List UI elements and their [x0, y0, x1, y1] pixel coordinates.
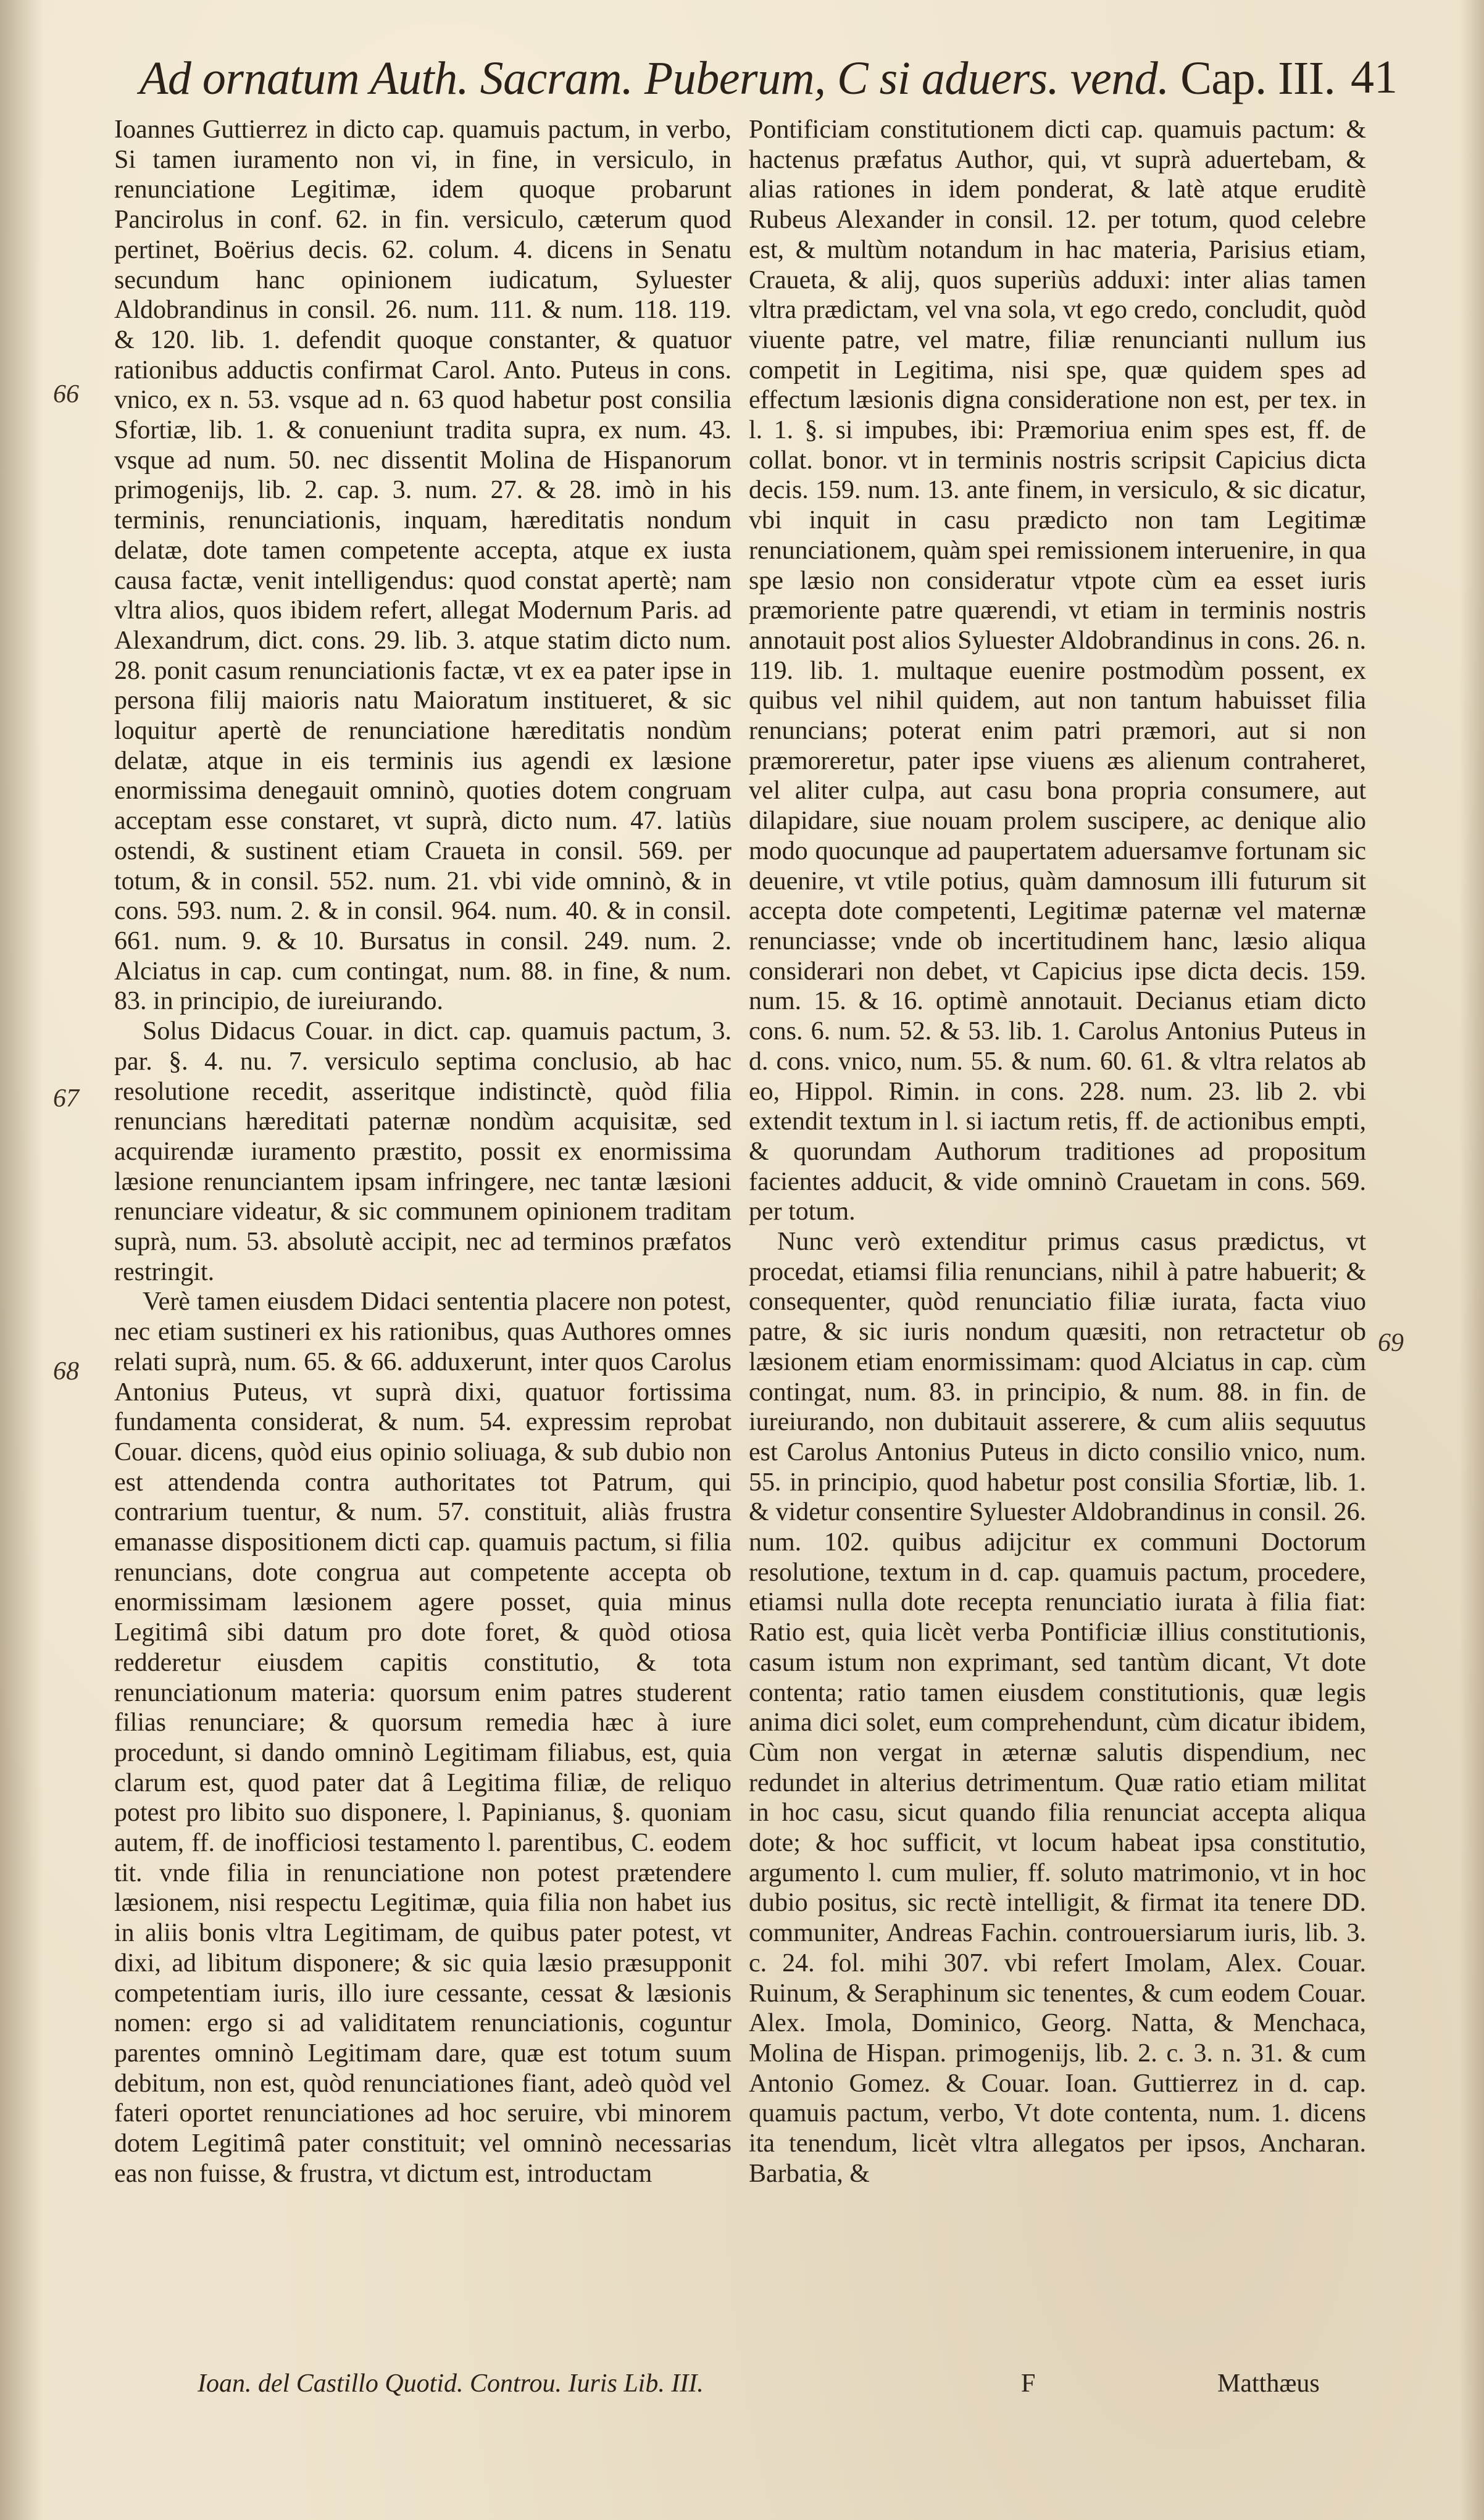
paragraph: Pontificiam constitutionem dicti cap. quamuis pactum: & hactenus præfatus Author, qui, vt suprà aduertebam, & alias rationes in idem ponderat, & latè atque eruditè Rubeus Alexander in consil. 12. per totum, quod celebre est, & multùm notandum in hac materia, Parisius etiam, Craueta, & alij, quos superiùs adduxi: inter alias tamen vltra prædictam, vel vna sola, vt ego credo, concludit, quòd viuente patre, vel matre, filiæ renuncianti nullum ius competit in Legitima, nisi spe, quæ quidem spes ad effectum læsionis digna consideratione non est, per tex. in l. 1. §. si impubes, ibi: Præmoriua enim spes est, ff. de collat. bonor. vt in terminis nostris scripsit Capicius dicta decis. 159. num. 13. ante finem, in versiculo, & sic dicatur, vbi inquit in casu prædicto non tam Legitimæ renunciationem, quàm spei remissionem interuenire, in qua spe læsio non consideratur vtpote cùm ea esset iuris præmoriente patre quærendi, vt etiam in terminis nostris annotauit post alios Syluester Aldobrandinus in cons. 26. n. 119. lib. 1. multaque euenire postmodùm possent, ex quibus vel nihil quidem, aut non tantum habuisset filia renuncians; poterat enim patri præmori, aut si non præmoreretur, pater ipse viuens æs alienum contraheret, vel aliter culpa, aut casu bona propria consumere, aut dilapidare, siue nouam prolem suscipere, ac denique alio modo quocunque ad paupertatem aduersamve fortunam sic deuenire, vt vtile potius, quàm damnosum illi futurum sit accepta dote competenti, Legitimæ paternæ vel maternæ renunciasse; vnde ob incertitudinem hanc, læsio aliqua considerari non debet, vt Capicius ipse dicta decis. 159. num. 15. & 16. optimè annotauit. Decianus etiam dicto cons. 6. num. 52. & 53. lib. 1. Carolus Antonius Puteus in d. cons. vnico, num. 55. & num. 60. 61. & vltra relatos ab eo, Hippol. Rimin. in cons. 228. num. 23. lib 2. vbi extendit textum in l. si iactum retis, ff. de actionibus empti, & quorundam Authorum traditiones ad propositum facientes adducit, & vide omninò Crauetam in cons. 569. per totum. — [749, 115, 1366, 1226]
page-number: 41 — [1351, 51, 1398, 103]
paragraph: Verè tamen eiusdem Didaci sententia placere non potest, nec etiam sustineri ex his rationibus, quas Authores omnes relati suprà, num. 65. & 66. adduxerunt, inter quos Carolus Antonius Puteus, vt suprà dixi, quatuor fortissima fundamenta considerat, & num. 54. expressim reprobat Couar. dicens, quòd eius opinio soliuaga, & sub dubio non est attendenda contra authoritates tot Patrum, qui contrarium tuentur, & num. 57. constituit, aliàs frustra emanasse dispositionem dicti cap. quamuis pactum, si filia renuncians, dote congrua aut competente accepta ob enormissimam læsionem agere posset, quia minus Legitimâ sibi datum pro dote foret, & quòd otiosa redderetur eiusdem capitis constitutio, & tota renunciationum materia: quorsum enim patres studerent filias renunciare; & quorsum remedia hæc à iure procedunt, si dando omninò Legitimam filiabus, est, quia clarum est, quod pater dat â Legitima filiæ, de reliquo potest pro libito suo disponere, l. Papinianus, §. quoniam autem, ff. de inofficiosi testamento l. parentibus, C. eodem tit. vnde filia in renunciatione non potest prætendere læsionem, nisi respectu Legitimæ, quia filia non habet ius in aliis bonis vltra Legitimam, de quibus pater potest, vt dixi, ad libitum disponere; & sic quia læsio præsupponit competentiam iuris, illo iure cessante, cessat & læsionis nomen: ergo si ad validitatem renunciationis, coguntur parentes omninò Legitimam dare, quæ est totum suum debitum, non est, quòd renunciationes fiant, adeò quòd vel fateri oportet renunciationes ad hoc seruire, vbi minorem dotem Legitimâ pater constituit; vel omninò necessarias eas non fuisse, & frustra, vt dictum est, introductam — [114, 1287, 732, 2188]
margin-number-67: 67 — [53, 1084, 79, 1113]
paragraph: Solus Didacus Couar. in dict. cap. quamuis pactum, 3. par. §. 4. nu. 7. versiculo septima conclusio, ab hac resolutione recedit, asseritque indistinctè, quòd filia renuncians hæreditati paternæ nondùm acquisitæ, sed acquirendæ iuramento præstito, possit ex enormissima læsione renunciantem ipsam infringere, nec tantæ læsioni renunciare videatur, & sic communem opinionem traditam suprà, num. 53. absolutè accipit, nec ad terminos præfatos restringit. — [114, 1017, 732, 1286]
paragraph: Nunc verò extenditur primus casus prædictus, vt procedat, etiamsi filia renuncians, nihil à patre habuerit; & consequenter, quòd renunciatio filiæ iurata, facta viuo patre, & sic iuris nondum quæsiti, non retractetur ob læsionem etiam enormissimam: quod Alciatus in cap. cùm contingat, num. 83. in principio, & num. 88. in fin. de iureiurando, non dubitauit asserere, & cum aliis sequutus est Carolus Antonius Puteus in dicto consilio vnico, num. 55. in principio, quod habetur post consilia Sfortiæ, lib. 1. & videtur consentire Syluester Aldobrandinus in consil. 26. num. 102. quibus adijcitur ex communi Doctorum resolutione, textum in d. cap. quamuis pactum, procedere, etiamsi nulla dote recepta renunciatio iurata à filia fiat: Ratio est, quia licèt verba Pontificiæ illius constitutionis, casum istum non exprimant, sed tantùm dicant, Vt dote contenta; ratio tamen eiusdem constitutionis, quæ legis anima dici solet, eum comprehendunt, cùm dicatur ibidem, Cùm non vergat in æternæ salutis dispendium, nec redundet in alterius detrimentum. Quæ ratio etiam militat in hoc casu, sicut quando filia renunciat accepta aliqua dote; & hoc sufficit, vt locum habeat ipsa constitutio, argumento l. cum mulier, ff. soluto matrimonio, vt in hoc dubio positus, sic rectè intelligit, & firmat ita tenere DD. communiter, Andreas Fachin. controuersiarum iuris, lib. 3. c. 24. fol. mihi 307. vbi refert Imolam, Alex. Couar. Ruinum, & Seraphinum sic tenentes, & cum eodem Couar. Alex. Imola, Dominico, Georg. Natta, & Menchaca, Molina de Hispan. primogenijs, lib. 2. c. 3. n. 31. & cum Antonio Gomez. & Couar. Ioan. Guttierrez in d. cap. quamuis pactum, verbo, Vt dote contenta, num. 1. dicens ita tenendum, licèt vltra allegatos per ipsos, Ancharan. Barbatia, & — [749, 1228, 1366, 2188]
left-text-column — [114, 115, 732, 2189]
signature-mark: F — [1021, 2369, 1036, 2398]
running-head-title: Ad ornatum Auth. Sacram. Puberum, C si aduers. vend. — [140, 52, 1169, 104]
page-edge-shadow-right — [1459, 0, 1484, 2520]
right-text-column — [749, 115, 1366, 2189]
page-edge-shadow-left — [0, 0, 43, 2520]
footer-title-line: Ioan. del Castillo Quotid. Controu. Iuris Lib. III. — [198, 2369, 704, 2398]
catchword: Matthæus — [1217, 2369, 1320, 2398]
margin-number-69: 69 — [1378, 1329, 1404, 1357]
running-head — [140, 51, 1336, 106]
running-head-chapter: Cap. III. — [1180, 52, 1336, 104]
margin-number-66: 66 — [53, 380, 79, 409]
margin-number-68: 68 — [53, 1357, 79, 1386]
paragraph: Ioannes Guttierrez in dicto cap. quamuis pactum, in verbo, Si tamen iuramento non vi, in fine, in versiculo, in renunciatione Legitimæ, idem quoque probarunt Pancirolus in conf. 62. in fin. versiculo, cæterum quod pertinet, Boërius decis. 62. colum. 4. dicens in Senatu secundum hanc opinionem iudicatum, Syluester Aldobrandinus in consil. 26. num. 111. & num. 118. 119. & 120. lib. 1. defendit quoque constanter, & quatuor rationibus adductis confirmat Carol. Anto. Puteus in cons. vnico, ex n. 53. vsque ad n. 63 quod habetur post consilia Sfortiæ, lib. 1. & conueniunt tradita supra, ex num. 43. vsque ad num. 50. nec dissentit Molina de Hispanorum primogenijs, lib. 2. cap. 3. num. 27. & 28. imò in his terminis, renunciationis, inquam, hæreditatis nondum delatæ, dote tamen competente accepta, atque ex iusta causa factæ, venit intelligendus: quod constat apertè; nam vltra alios, quos ibidem refert, allegat Modernum Paris. ad Alexandrum, dict. cons. 29. lib. 3. atque statim dicto num. 28. ponit casum renunciationis factæ, vt ex ea pater ipse in persona filij maioris natu Maioratum institueret, & sic loquitur apertè de renunciatione hæreditatis nondùm delatæ, atque in eis terminis ius agendi ex læsione enormissima denegauit omninò, quoties dotem congruam acceptam esse constaret, vt suprà, dicto num. 47. latiùs ostendi, & sustinent etiam Craueta in consil. 569. per totum, & in consil. 552. num. 21. vbi vide omninò, & in cons. 593. num. 2. & in consil. 964. num. 40. & in consil. 661. num. 9. & 10. Bursatus in consil. 249. num. 2. Alciatus in cap. cum contingat, num. 88. in fine, & num. 83. in principio, de iureiurando. — [114, 115, 732, 1016]
